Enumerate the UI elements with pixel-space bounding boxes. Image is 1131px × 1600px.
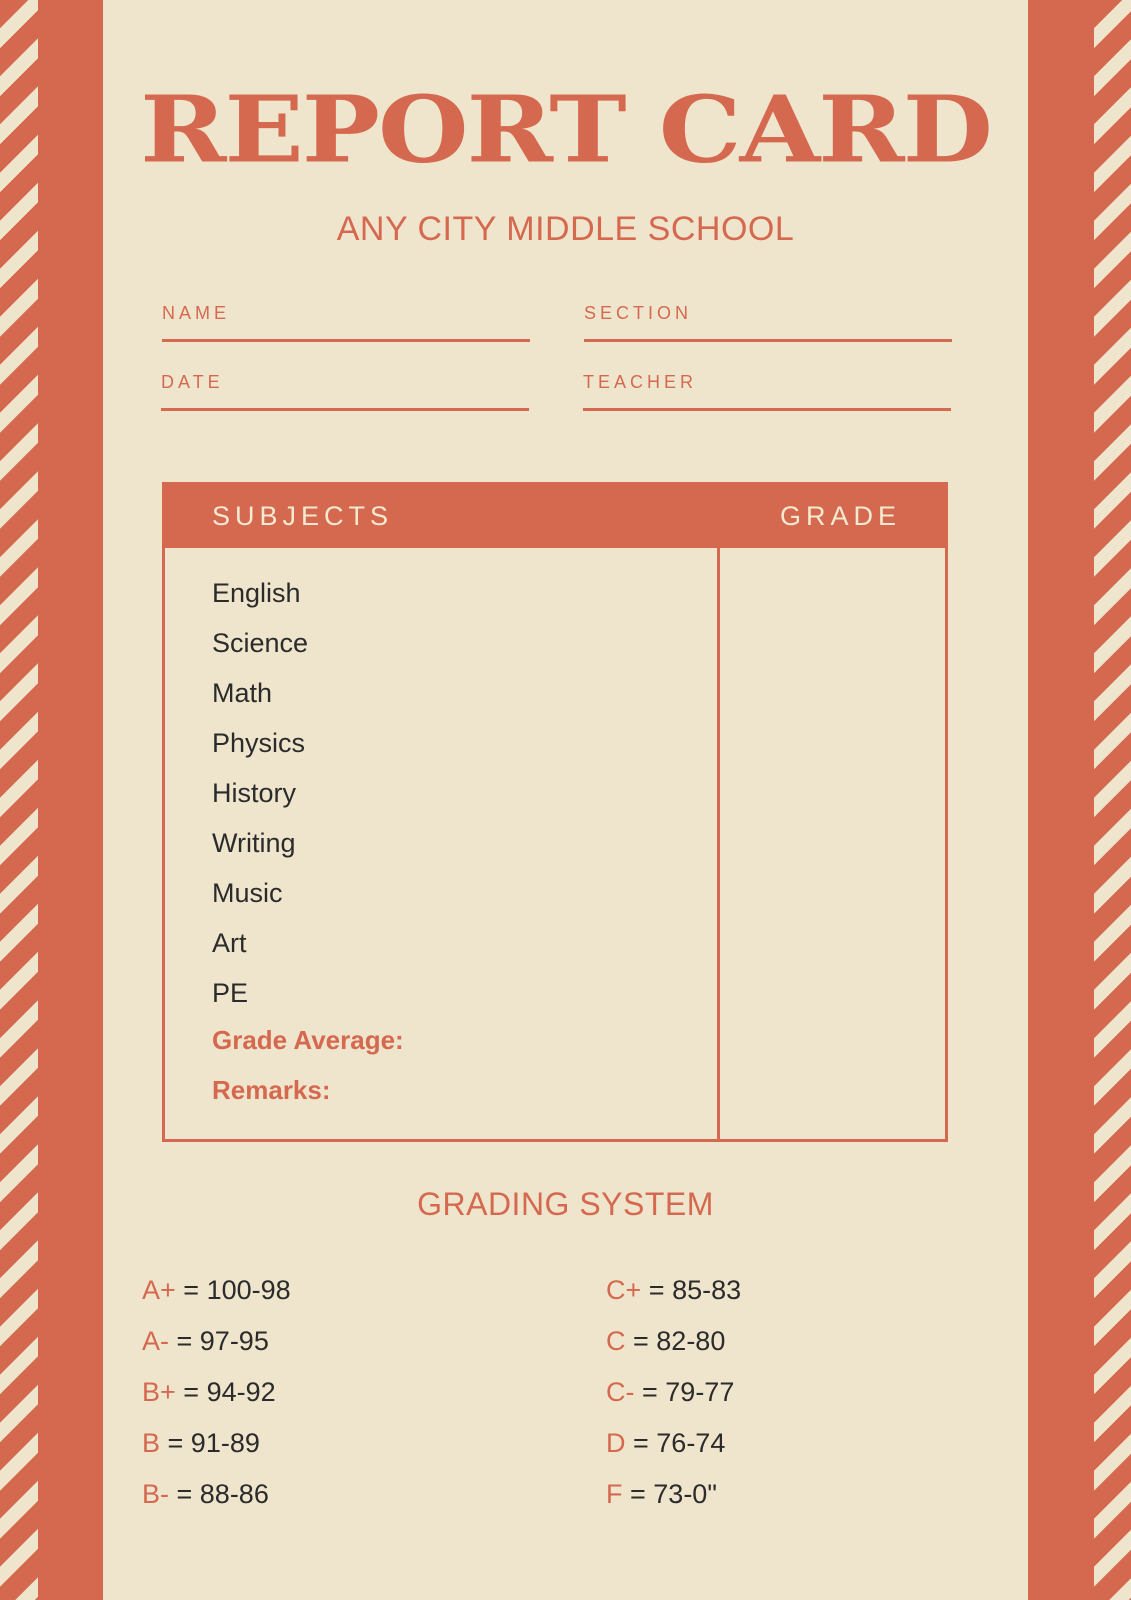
grade-scale-item bbox=[606, 1428, 741, 1479]
document-title: REPORT CARD bbox=[140, 75, 991, 184]
grade-letter: A- bbox=[142, 1326, 169, 1356]
grade-header: GRADE bbox=[780, 501, 902, 531]
subject-row: History bbox=[212, 778, 297, 808]
subject-row: Art bbox=[212, 928, 247, 958]
grade-scale-item bbox=[606, 1326, 741, 1377]
grade-scale-item bbox=[142, 1326, 291, 1377]
grade-range: = 79-77 bbox=[642, 1377, 735, 1407]
grade-scale-item bbox=[606, 1479, 741, 1530]
grading-system-title: GRADING SYSTEM bbox=[417, 1186, 714, 1222]
section-line bbox=[584, 339, 952, 342]
grade-letter: C- bbox=[606, 1377, 635, 1407]
name-line bbox=[162, 339, 530, 342]
subject-row: Science bbox=[212, 628, 309, 658]
name-label: NAME bbox=[162, 303, 231, 323]
date-line bbox=[161, 408, 529, 411]
subject-row: PE bbox=[212, 978, 249, 1008]
grade-letter: D bbox=[606, 1428, 626, 1458]
grade-letter: F bbox=[606, 1479, 623, 1509]
subject-row: Writing bbox=[212, 828, 296, 858]
column-divider bbox=[717, 548, 720, 1139]
grade-scale-item bbox=[142, 1479, 291, 1530]
subjects-header: SUBJECTS bbox=[212, 501, 394, 531]
section-label: SECTION bbox=[584, 303, 693, 323]
grade-scale-item bbox=[142, 1377, 291, 1428]
grade-range: = 88-86 bbox=[176, 1479, 269, 1509]
grade-letter: C+ bbox=[606, 1275, 642, 1305]
grade-letter: B+ bbox=[142, 1377, 176, 1407]
subjects-list bbox=[212, 578, 308, 1028]
teacher-line bbox=[583, 408, 951, 411]
grade-range: = 94-92 bbox=[183, 1377, 276, 1407]
grade-scale-item bbox=[606, 1275, 741, 1326]
right-striped-border bbox=[1094, 0, 1131, 1600]
grade-average-label: Grade Average: bbox=[212, 1025, 404, 1055]
grade-range: = 97-95 bbox=[176, 1326, 269, 1356]
grade-scale-item bbox=[142, 1428, 291, 1479]
subject-row: English bbox=[212, 578, 301, 608]
teacher-label: TEACHER bbox=[583, 372, 698, 392]
left-solid-border bbox=[38, 0, 103, 1600]
subject-row: Math bbox=[212, 678, 273, 708]
section-field[interactable] bbox=[584, 303, 952, 324]
grades-table bbox=[162, 482, 948, 1142]
grade-range: = 82-80 bbox=[633, 1326, 726, 1356]
name-field[interactable] bbox=[162, 303, 530, 324]
table-header bbox=[165, 485, 945, 548]
grade-range: = 73-0" bbox=[630, 1479, 717, 1509]
school-name: ANY CITY MIDDLE SCHOOL bbox=[336, 210, 795, 248]
summary-rows bbox=[212, 1025, 404, 1125]
right-solid-border bbox=[1028, 0, 1094, 1600]
grade-range: = 91-89 bbox=[167, 1428, 260, 1458]
grade-letter: B- bbox=[142, 1479, 169, 1509]
grade-range: = 85-83 bbox=[648, 1275, 742, 1305]
remarks-label: Remarks: bbox=[212, 1075, 331, 1105]
grade-scale-item bbox=[142, 1275, 291, 1326]
date-field[interactable] bbox=[161, 372, 529, 393]
grade-letter: B bbox=[142, 1428, 161, 1458]
grade-letter: A+ bbox=[142, 1275, 176, 1305]
grade-scale-item bbox=[606, 1377, 741, 1428]
subject-row: Physics bbox=[212, 728, 306, 758]
date-label: DATE bbox=[161, 372, 224, 392]
grade-range: = 76-74 bbox=[633, 1428, 726, 1458]
teacher-field[interactable] bbox=[583, 372, 951, 393]
left-striped-border bbox=[0, 0, 38, 1600]
subject-row: Music bbox=[212, 878, 283, 908]
grading-scale-right bbox=[606, 1275, 741, 1530]
grade-range: = 100-98 bbox=[183, 1275, 291, 1305]
grade-letter: C bbox=[606, 1326, 626, 1356]
grading-scale-left bbox=[142, 1275, 291, 1530]
